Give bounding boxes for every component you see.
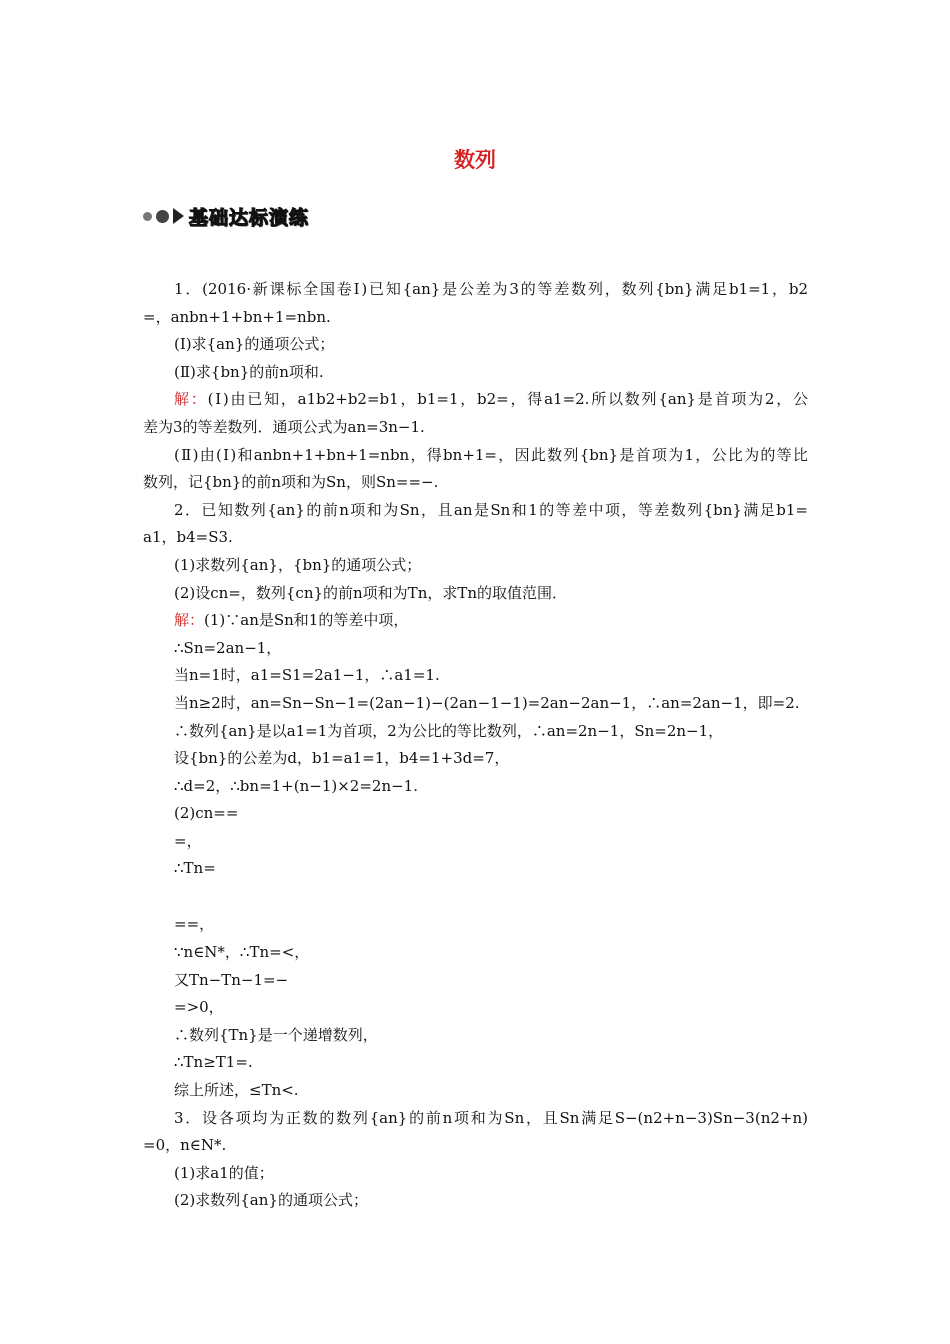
text-line: (2)求数列{an}的通项公式；: [174, 1191, 368, 1210]
text-line: (Ⅱ)由(Ⅰ)和anbn+1+bn+1=nbn，得bn+1=，因此数列{bn}是首项为1，公比为的等比: [174, 445, 808, 464]
text-line: [143, 386, 808, 414]
text-line: 当n≥2时，an=Sn−Sn−1=(2an−1)−(2an−1−1)=2an−2an−1，∴an=2an−1，即=2.: [174, 693, 800, 712]
document-body: [143, 276, 808, 1215]
text-line: =>0，: [174, 998, 224, 1017]
text-line: 综上所述，≤Tn<.: [174, 1081, 299, 1100]
text-line: ∴Tn=: [174, 859, 216, 878]
banner-dot-icon: [143, 212, 152, 221]
text-line: ∵n∈N*，∴Tn=<，: [174, 943, 310, 962]
text-line: =，anbn+1+bn+1=nbn.: [143, 307, 331, 326]
solution-label: 解：: [174, 390, 208, 409]
text-line: (Ⅰ)求{an}的通项公式；: [174, 335, 335, 354]
text-line: ∴Tn≥T1=.: [174, 1053, 253, 1072]
text-line: 设{bn}的公差为d，b1=a1=1，b4=1+3d=7，: [174, 749, 510, 768]
solution-label: 解：: [174, 611, 205, 630]
banner-dot-icon: [156, 210, 169, 223]
text-line: 数列，记{bn}的前n项和为Sn，则Sn==−.: [143, 473, 439, 492]
text-line: ==，: [174, 915, 215, 934]
text-line: 又Tn−Tn−1=−: [174, 970, 289, 989]
text-line: (2)cn==: [174, 804, 239, 823]
text-line: ∴数列{an}是以a1=1为首项，2为公比的等比数列，∴an=2n−1，Sn=2n−1，: [174, 721, 724, 740]
text-line: a1，b4=S3.: [143, 528, 233, 547]
text-line: ∴数列{Tn}是一个递增数列，: [174, 1025, 378, 1044]
text-line: =，: [174, 831, 202, 850]
text-span: (1)∵an是Sn和1的等差中项，: [204, 611, 409, 630]
text-line: (1)求a1的值；: [174, 1163, 274, 1182]
text-line: =0，n∈N*.: [143, 1136, 227, 1155]
page-title: 数列: [454, 148, 496, 172]
section-heading: 基础达标演练: [189, 206, 310, 229]
text-line: 3．设各项均为正数的数列{an}的前n项和为Sn，且Sn满足S−(n2+n−3)Sn−3(n2+n): [174, 1108, 808, 1127]
text-line: (1)求数列{an}，{bn}的通项公式；: [174, 555, 422, 574]
text-line: ∴Sn=2an−1，: [174, 638, 282, 657]
text-line: 1．(2016·新课标全国卷Ⅰ)已知{an}是公差为3的等差数列，数列{bn}满足b1=1，b2: [174, 280, 808, 298]
section-banner: [143, 203, 309, 229]
text-line: 差为3的等差数列．通项公式为an=3n−1.: [143, 417, 425, 436]
text-line: [143, 607, 808, 635]
text-line: (Ⅱ)求{bn}的前n项和.: [174, 362, 324, 381]
text-line: (2)设cn=，数列{cn}的前n项和为Tn，求Tn的取值范围．: [174, 583, 568, 602]
text-span: (Ⅰ)由已知，a1b2+b2=b1，b1=1，b2=，得a1=2.所以数列{an}是首项为2，公: [207, 390, 808, 409]
text-line: ∴d=2，∴bn=1+(n−1)×2=2n−1.: [174, 776, 418, 795]
banner-arrow-icon: [173, 208, 184, 224]
text-line: 2．已知数列{an}的前n项和为Sn，且an是Sn和1的等差中项，等差数列{bn}满足b1=: [174, 500, 808, 519]
text-line: 当n=1时，a1=S1=2a1−1，∴a1=1.: [174, 666, 440, 685]
